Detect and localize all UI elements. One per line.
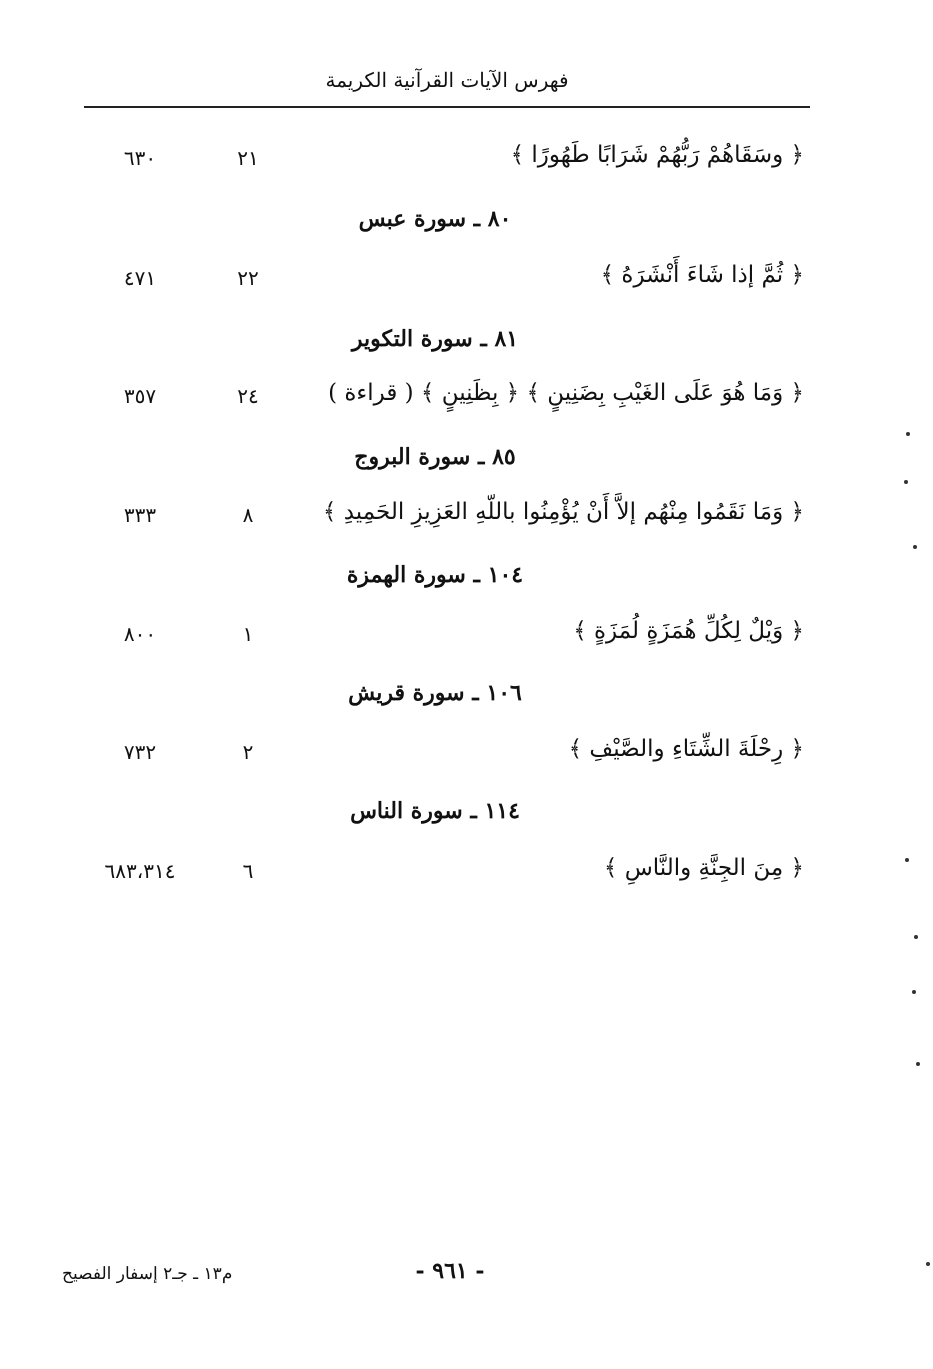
page-number: - ٩٦١ -: [415, 1258, 485, 1284]
page-reference: ٣٣٣: [123, 503, 157, 527]
scan-speck: [906, 432, 910, 436]
index-row: [60, 853, 810, 893]
scan-speck: [913, 545, 917, 549]
surah-heading: ٨٥ ـ سورة البروج: [354, 444, 516, 470]
index-row: [60, 497, 810, 537]
verse-text: ﴿ وَيْلٌ لِكُلِّ هُمَزَةٍ لُمَزَةٍ ﴾: [573, 618, 804, 644]
verse-text: ﴿ ثُمَّ إذا شَاءَ أَنْشَرَهُ ﴾: [600, 262, 804, 288]
ayah-number: ٢: [242, 740, 254, 764]
index-row: [60, 378, 810, 418]
scan-speck: [904, 480, 908, 484]
index-row: [60, 616, 810, 656]
signature-mark: م١٣ ـ جـ٢ إسفار الفصيح: [62, 1264, 233, 1284]
ayah-number: ٢٤: [237, 384, 259, 408]
ayah-number: ٨: [242, 503, 254, 527]
scan-speck: [912, 990, 916, 994]
scan-speck: [916, 1062, 920, 1066]
scan-speck: [914, 935, 918, 939]
verse-text: ﴿ وَمَا هُوَ عَلَى الغَيْبِ بِضَنِينٍ ﴾ ﴿ بِظَنِينٍ ﴾ ( قراءة ): [328, 380, 804, 406]
ayah-number: ٢٢: [237, 266, 259, 290]
scan-speck: [926, 1262, 930, 1266]
page-reference: ٤٧١: [123, 266, 157, 290]
verse-text: ﴿ وَمَا نَقَمُوا مِنْهُم إلاَّ أَنْ يُؤْمِنُوا باللّهِ العَزِيزِ الحَمِيدِ ﴾: [322, 499, 804, 525]
page-reference: ٦٨٣،٣١٤: [104, 859, 176, 883]
verse-text: ﴿ رِحْلَةَ الشِّتَاءِ والصَّيْفِ ﴾: [568, 736, 804, 762]
index-row: [60, 734, 810, 774]
verse-text: ﴿ وسَقَاهُمْ رَبُّهُمْ شَرَابًا طَهُورًا ﴾: [510, 142, 804, 168]
ayah-number: ٦: [242, 859, 254, 883]
page-title: فهرس الآيات القرآنية الكريمة: [325, 68, 569, 92]
surah-heading: ١٠٤ ـ سورة الهمزة: [346, 562, 524, 588]
surah-heading: ٨١ ـ سورة التكوير: [351, 326, 519, 352]
index-row: [60, 140, 810, 180]
page-reference: ٦٣٠: [123, 146, 157, 170]
page-reference: ٣٥٧: [123, 384, 157, 408]
scan-speck: [905, 858, 909, 862]
verse-text: ﴿ مِنَ الجِنَّةِ والنَّاسِ ﴾: [603, 855, 804, 881]
ayah-number: ١: [242, 622, 254, 646]
surah-heading: ٨٠ ـ سورة عبس: [358, 206, 512, 232]
page-header: [84, 62, 810, 108]
index-row: [60, 260, 810, 300]
surah-heading: ١٠٦ ـ سورة قريش: [348, 680, 522, 706]
page-reference: ٧٣٢: [123, 740, 157, 764]
page-reference: ٨٠٠: [123, 622, 157, 646]
surah-heading: ١١٤ ـ سورة الناس: [350, 798, 520, 824]
ayah-number: ٢١: [237, 146, 259, 170]
